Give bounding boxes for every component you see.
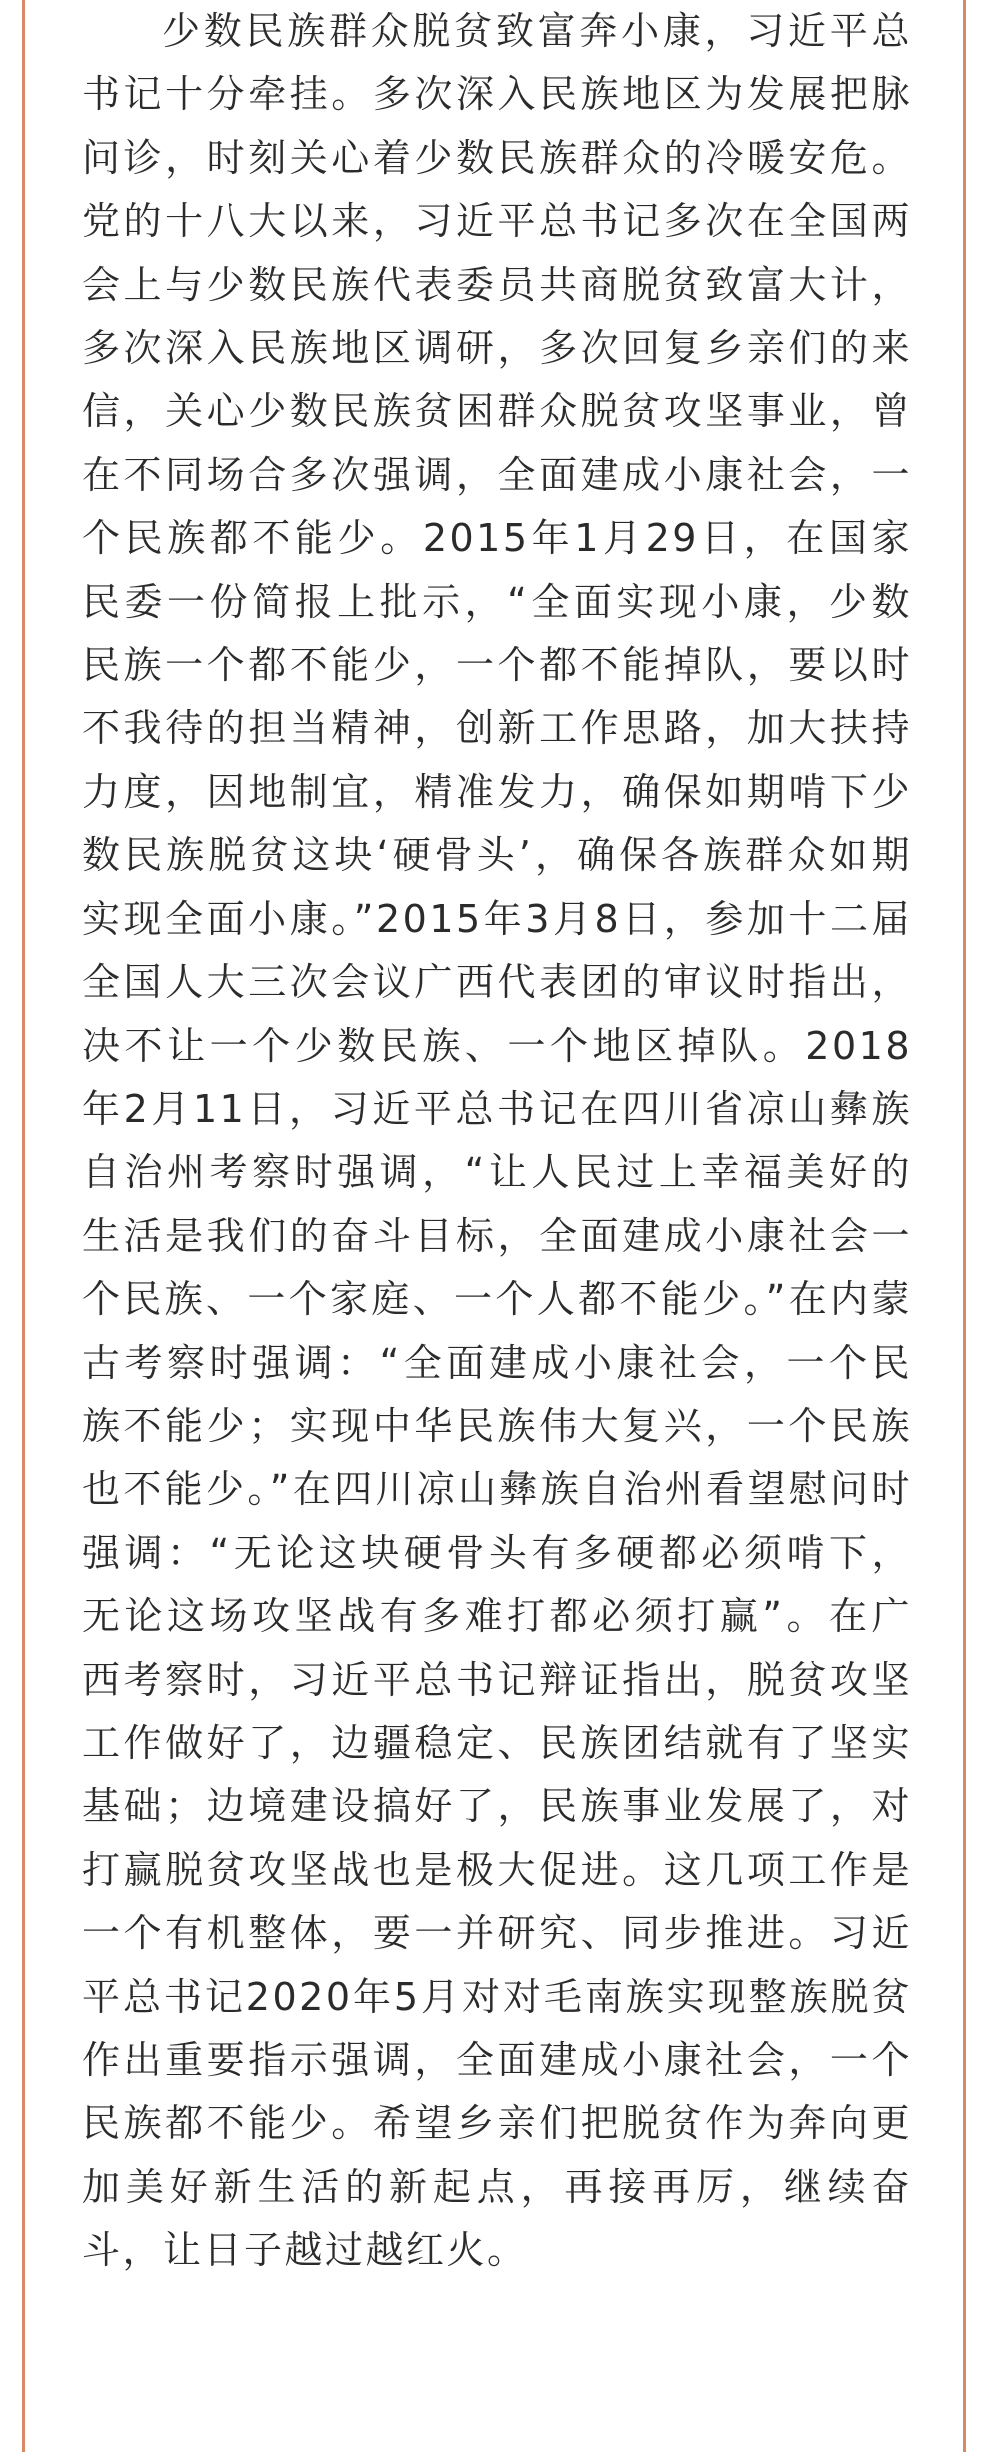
article-paragraph: 少数民族群众脱贫致富奔小康，习近平总书记十分牵挂。多次深入民族地区为发展把脉问诊，时刻关心着少数民族群众的冷暖安危。党的十八大以来，习近平总书记多次在全国两会上与少数民族代表委员共商脱贫致富大计，多次深入民族地区调研，多次回复乡亲们的来信，关心少数民族贫困群众脱贫攻坚事业，曾在不同场合多次强调，全面建成小康社会，一个民族都不能少。2015年1月29日，在国家民委一份简报上批示，“全面实现小康，少数民族一个都不能少，一个都不能掉队，要以时不我待的担当精神，创新工作思路，加大扶持力度，因地制宜，精准发力，确保如期啃下少数民族脱贫这块‘硬骨头’，确保各族群众如期实现全面小康。”2015年3月8日，参加十二届全国人大三次会议广西代表团的审议时指出，决不让一个少数民族、一个地区掉队。2018年2月11日，习近平总书记在四川省凉山彝族自治州考察时强调，“让人民过上幸福美好的生活是我们的奋斗目标，全面建成小康社会一个民族、一个家庭、一个人都不能少。”在内蒙古考察时强调：“全面建成小康社会，一个民族不能少；实现中华民族伟大复兴，一个民族也不能少。”在四川凉山彝族自治州看望慰问时强调：“无论这块硬骨头有多硬都必须啃下，无论这场攻坚战有多难打都必须打赢”。在广西考察时，习近平总书记辩证指出，脱贫攻坚工作做好了，边疆稳定、民族团结就有了坚实基础；边境建设搞好了，民族事业发展了，对打赢脱贫攻坚战也是极大促进。这几项工作是一个有机整体，要一并研究、同步推进。习近平总书记2020年5月对对毛南族实现整族脱贫作出重要指示强调，全面建成小康社会，一个民族都不能少。希望乡亲们把脱贫作为奔向更加美好新生活的新起点，再接再厉，继续奋斗，让日子越过越红火。 <box>82 9 912 2273</box>
